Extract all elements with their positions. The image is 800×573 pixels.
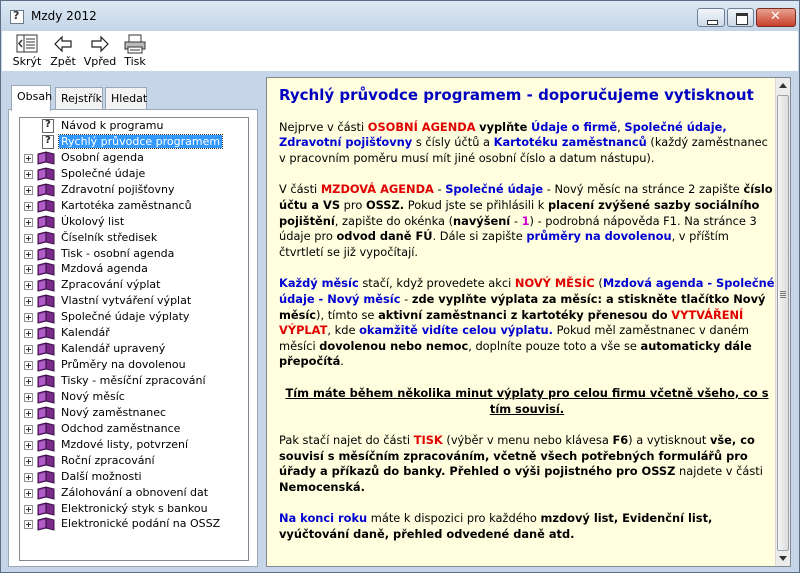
tree-item-label: Osobní agenda — [61, 150, 144, 164]
tree-item[interactable] — [20, 357, 248, 373]
p5-section-name: TISK — [413, 433, 443, 448]
book-icon — [37, 342, 55, 356]
tree-item-label: Rychlý průvodce programem — [61, 134, 221, 148]
p2-text: - — [510, 213, 522, 228]
book-icon — [37, 517, 55, 531]
tree-item-label: Elektronické podání na OSSZ — [61, 517, 221, 531]
tree-item[interactable] — [20, 182, 248, 198]
p1-link: Kartotéku zaměstnanců — [493, 135, 647, 150]
book-icon — [37, 438, 55, 452]
tree-item[interactable] — [20, 453, 248, 469]
expand-plus-icon[interactable] — [24, 297, 33, 306]
p2-value: 1 — [521, 213, 530, 228]
book-icon — [37, 199, 55, 213]
p2-section-name: MZDOVÁ AGENDA — [320, 182, 434, 197]
book-icon — [37, 470, 55, 484]
p1-emphasis: vyplňte — [479, 119, 528, 134]
hide-label: Skrýt — [12, 55, 42, 68]
tree-item-label: Tisk - osobní agenda — [61, 246, 175, 260]
book-icon — [37, 151, 55, 165]
tree-item-label: Průměry na dovolenou — [61, 358, 186, 372]
tree-item[interactable] — [20, 261, 248, 277]
p3-section-name: NOVÝ MĚSÍC — [514, 276, 595, 291]
p2-emphasis: číslo účtu a VS — [279, 182, 773, 212]
tree-item-label: Nový zaměstnanec — [61, 405, 167, 419]
arrow-right-icon — [89, 34, 111, 54]
p2-text: V části — [279, 182, 321, 197]
p5-emphasis: vše, co souvisí s měsíčním zpracováním, včetně všech potřebných formulářů pro úřady a příkazů do banky. Přehled o výši pojistného pro OSSZ — [279, 433, 755, 479]
tree-item-label: Vlastní vytváření výplat — [61, 294, 192, 308]
expand-plus-icon[interactable] — [24, 186, 33, 195]
print-button[interactable] — [120, 34, 150, 70]
book-icon — [37, 215, 55, 229]
tree-item-label: Zdravotní pojišťovny — [61, 182, 175, 196]
tree-item[interactable] — [20, 437, 248, 453]
p3-text: , doplníte pouze toto a vše se — [468, 338, 641, 353]
navigation-pane — [8, 77, 258, 567]
tree-item[interactable] — [20, 277, 248, 293]
tree-item[interactable] — [20, 421, 248, 437]
tree-item-label: Kalendář upravený — [61, 342, 166, 356]
tree-item[interactable] — [20, 405, 248, 421]
p3-emphasis: aktivní zaměstnanci z kartotéky přenesou do — [378, 307, 668, 322]
p2-text: Pokud jste se přihlásili k — [404, 197, 548, 212]
book-icon — [37, 183, 55, 197]
p3-text: . — [340, 354, 344, 369]
tree-item[interactable] — [20, 134, 248, 150]
p5-emphasis: Nemocenská. — [279, 479, 365, 494]
p2-emphasis: OSSZ. — [365, 197, 405, 212]
expand-plus-icon[interactable] — [24, 265, 33, 274]
p3-text: ), tímto se — [316, 307, 379, 322]
expand-plus-icon[interactable] — [24, 313, 33, 322]
scroll-thumb[interactable] — [777, 95, 789, 551]
tree-item[interactable] — [20, 389, 248, 405]
tree-item[interactable] — [20, 373, 248, 389]
print-label: Tisk — [124, 55, 146, 68]
scroll-down-icon[interactable] — [779, 556, 787, 561]
expand-plus-icon[interactable] — [24, 250, 33, 259]
maximize-button[interactable] — [727, 8, 754, 27]
hide-button[interactable] — [10, 34, 44, 70]
tab-index[interactable] — [55, 87, 103, 109]
p1-text: (každý zaměstnanec v pracovním poměru musí mít jiné osobní číslo a datum nástupu). — [279, 135, 768, 165]
tree-item-label: Odchod zaměstnance — [61, 421, 181, 435]
tree-item[interactable] — [20, 214, 248, 230]
p1-link: Společné údaje, — [624, 119, 727, 134]
tree-item-label: Mzdová agenda — [61, 262, 148, 276]
tree-item[interactable] — [20, 150, 248, 166]
p2-emphasis: navýšení — [453, 213, 511, 228]
help-page-icon — [42, 119, 54, 133]
help-app-icon — [10, 10, 24, 24]
p3-text: - — [400, 291, 412, 306]
p2-text: - Nový měsíc na stránce 2 zapište — [543, 182, 744, 197]
book-icon — [37, 278, 55, 292]
tree-item[interactable] — [20, 246, 248, 262]
tree-item[interactable] — [20, 309, 248, 325]
tree-item[interactable] — [20, 230, 248, 246]
p3-emphasis: zde vyplňte výplata za měsíc: a stiskněte tlačítko Nový měsíc — [279, 291, 766, 322]
book-icon — [37, 310, 55, 324]
tree-item[interactable] — [20, 485, 248, 501]
tree-item-label: Číselník středisek — [61, 230, 158, 244]
contents-panel — [8, 109, 258, 567]
tree-item[interactable] — [20, 501, 248, 517]
book-icon — [37, 294, 55, 308]
p2-emphasis: placení zvýšené sazby sociálního pojištění — [279, 197, 760, 228]
p3-emphasis: automaticky dále přepočítá — [279, 338, 752, 369]
printer-icon — [123, 34, 147, 54]
p5-text: najdete v části — [675, 464, 763, 479]
p1-text: Nejprve v části — [279, 119, 368, 134]
topic-pane — [266, 77, 791, 567]
tree-item-label: Společné údaje výplaty — [61, 310, 190, 324]
expand-plus-icon[interactable] — [24, 520, 33, 529]
tree-item-label: Kartotéka zaměstnanců — [61, 198, 192, 212]
window-title: Mzdy 2012 — [31, 9, 97, 23]
expand-plus-icon[interactable] — [24, 345, 33, 354]
contents-tree[interactable] — [19, 117, 249, 561]
title-bar[interactable] — [1, 1, 799, 31]
book-icon — [37, 390, 55, 404]
summary-line: Tím máte během několika minut výplaty pro celou firmu včetně všeho, co s tím souvisí. — [285, 385, 769, 416]
p3-section-name: VYTVÁŘENÍ VÝPLAT — [279, 307, 744, 338]
forward-button[interactable] — [82, 34, 118, 70]
forward-label: Vpřed — [83, 55, 117, 68]
p6-link: Na konci roku — [279, 511, 368, 526]
p6-text: máte k dispozici pro každého — [367, 511, 541, 526]
p2-text: . Dále si zapište — [432, 229, 527, 244]
expand-plus-icon[interactable] — [24, 281, 33, 290]
p2-link: průměry na dovolenou — [526, 229, 672, 244]
expand-plus-icon[interactable] — [24, 361, 33, 370]
tab-contents[interactable] — [11, 85, 51, 111]
p5-text: Pak stačí najet do části — [279, 433, 414, 448]
book-icon — [37, 374, 55, 388]
tree-item-label: Úkolový list — [61, 214, 125, 228]
tree-item-label: Mzdové listy, potvrzení — [61, 437, 189, 451]
book-icon — [37, 358, 55, 372]
tree-item-label: Společné údaje — [61, 166, 146, 180]
topic-title: Rychlý průvodce programem - doporučujeme vytisknout — [279, 86, 754, 104]
book-icon — [37, 167, 55, 181]
tree-item-label: Tisky - měsíční zpracování — [61, 374, 206, 387]
p2-text: - — [433, 182, 446, 197]
expand-plus-icon[interactable] — [24, 425, 33, 434]
book-icon — [37, 454, 55, 468]
expand-plus-icon[interactable] — [24, 377, 33, 386]
p2-emphasis: odvod daně FÚ — [336, 229, 433, 244]
p5-emphasis: F6 — [612, 433, 629, 448]
paragraph-year-end — [279, 511, 775, 542]
tab-search[interactable] — [105, 87, 147, 109]
close-button[interactable] — [756, 8, 796, 27]
book-icon — [37, 502, 55, 516]
tree-item[interactable] — [20, 325, 248, 341]
tree-item[interactable] — [20, 118, 248, 134]
expand-plus-icon[interactable] — [24, 505, 33, 514]
scroll-up-icon[interactable] — [779, 83, 787, 88]
p1-text: , — [617, 119, 625, 134]
paragraph-print — [279, 433, 775, 495]
expand-plus-icon[interactable] — [24, 457, 33, 466]
scroll-grip-icon — [780, 291, 786, 298]
expand-plus-icon[interactable] — [24, 218, 33, 227]
tree-item-label: Elektronický styk s bankou — [61, 501, 208, 515]
p1-text: s čísly účtů a — [412, 135, 494, 150]
help-page-icon — [42, 135, 54, 149]
expand-plus-icon[interactable] — [24, 154, 33, 163]
p3-link: okamžitě vidíte celou výplatu. — [359, 323, 553, 338]
expand-plus-icon[interactable] — [24, 202, 33, 211]
topic-content — [279, 86, 775, 564]
p3-text: , kde — [327, 323, 360, 338]
p3-text: ( — [594, 276, 603, 291]
expand-plus-icon[interactable] — [24, 409, 33, 418]
minimize-button[interactable] — [697, 8, 725, 27]
tree-item[interactable] — [20, 469, 248, 485]
arrow-left-icon — [52, 34, 74, 54]
p3-link: Mzdová agenda - Společné údaje - Nový měsíc — [279, 276, 775, 306]
expand-plus-icon[interactable] — [24, 170, 33, 179]
p1-section-name: OSOBNÍ AGENDA — [367, 119, 476, 134]
tree-item[interactable] — [20, 293, 248, 309]
tab-search-label: Hledat — [111, 92, 148, 105]
tree-item[interactable] — [20, 341, 248, 357]
expand-plus-icon[interactable] — [24, 234, 33, 243]
p2-text: ) - podrobná nápověda F1. Na stránce 3 údaje pro — [279, 213, 757, 244]
book-icon — [37, 422, 55, 436]
tree-item[interactable] — [20, 166, 248, 182]
tree-item[interactable] — [20, 198, 248, 214]
p2-link: Společné údaje — [445, 182, 544, 197]
expand-plus-icon[interactable] — [24, 489, 33, 498]
p6-emphasis: mzdový list, Evidenční list, vyúčtování daně, přehled odvedené daně atd. — [279, 511, 713, 542]
hide-pane-icon — [16, 34, 38, 54]
vertical-scrollbar[interactable] — [775, 78, 790, 566]
book-icon — [37, 231, 55, 245]
p2-text: pro — [340, 197, 366, 212]
p5-text: ) a vytisknout — [628, 433, 710, 448]
toolbar — [2, 31, 798, 71]
expand-plus-icon[interactable] — [24, 441, 33, 450]
tree-item[interactable] — [20, 516, 248, 532]
p2-text: , zapište do okénka ( — [334, 213, 454, 228]
expand-plus-icon[interactable] — [24, 329, 33, 338]
p3-text: stačí, když provedete akci — [358, 276, 515, 291]
p1-link: Zdravotní pojišťovny — [279, 135, 413, 150]
tree-item-label: Nový měsíc — [61, 389, 125, 403]
paragraph-personal-agenda — [279, 120, 775, 167]
book-icon — [37, 486, 55, 500]
book-icon — [37, 262, 55, 276]
paragraph-monthly — [279, 276, 775, 370]
p2-text: , v příštím čtvrtletí se již vypočítají. — [279, 229, 729, 259]
p3-emphasis: dovolenou nebo nemoc — [319, 338, 469, 353]
tab-index-label: Rejstřík — [61, 92, 102, 105]
book-icon — [37, 247, 55, 261]
tree-item-label: Roční zpracování — [61, 453, 155, 467]
tree-item-label: Zálohování a obnovení dat — [61, 485, 209, 499]
back-button[interactable] — [46, 34, 80, 70]
book-icon — [37, 326, 55, 340]
p1-link: Údaje o firmě — [530, 119, 618, 134]
tab-contents-label: Obsah — [17, 90, 53, 103]
tree-item-label: Kalendář — [61, 326, 110, 340]
expand-plus-icon[interactable] — [24, 473, 33, 482]
tree-item-label: Návod k programu — [61, 119, 164, 132]
book-icon — [37, 406, 55, 420]
p5-text: (výběr v menu nebo klávesa — [442, 433, 613, 448]
p3-text: Pokud měl zaměstnanec v daném měsíci — [279, 323, 749, 353]
tree-item-label: Další možnosti — [61, 469, 142, 483]
tree-item-label: Zpracování výplat — [61, 278, 161, 292]
back-label: Zpět — [50, 55, 76, 68]
paragraph-payroll-agenda — [279, 182, 775, 260]
p3-link: Každý měsíc — [279, 276, 359, 291]
expand-plus-icon[interactable] — [24, 393, 33, 402]
